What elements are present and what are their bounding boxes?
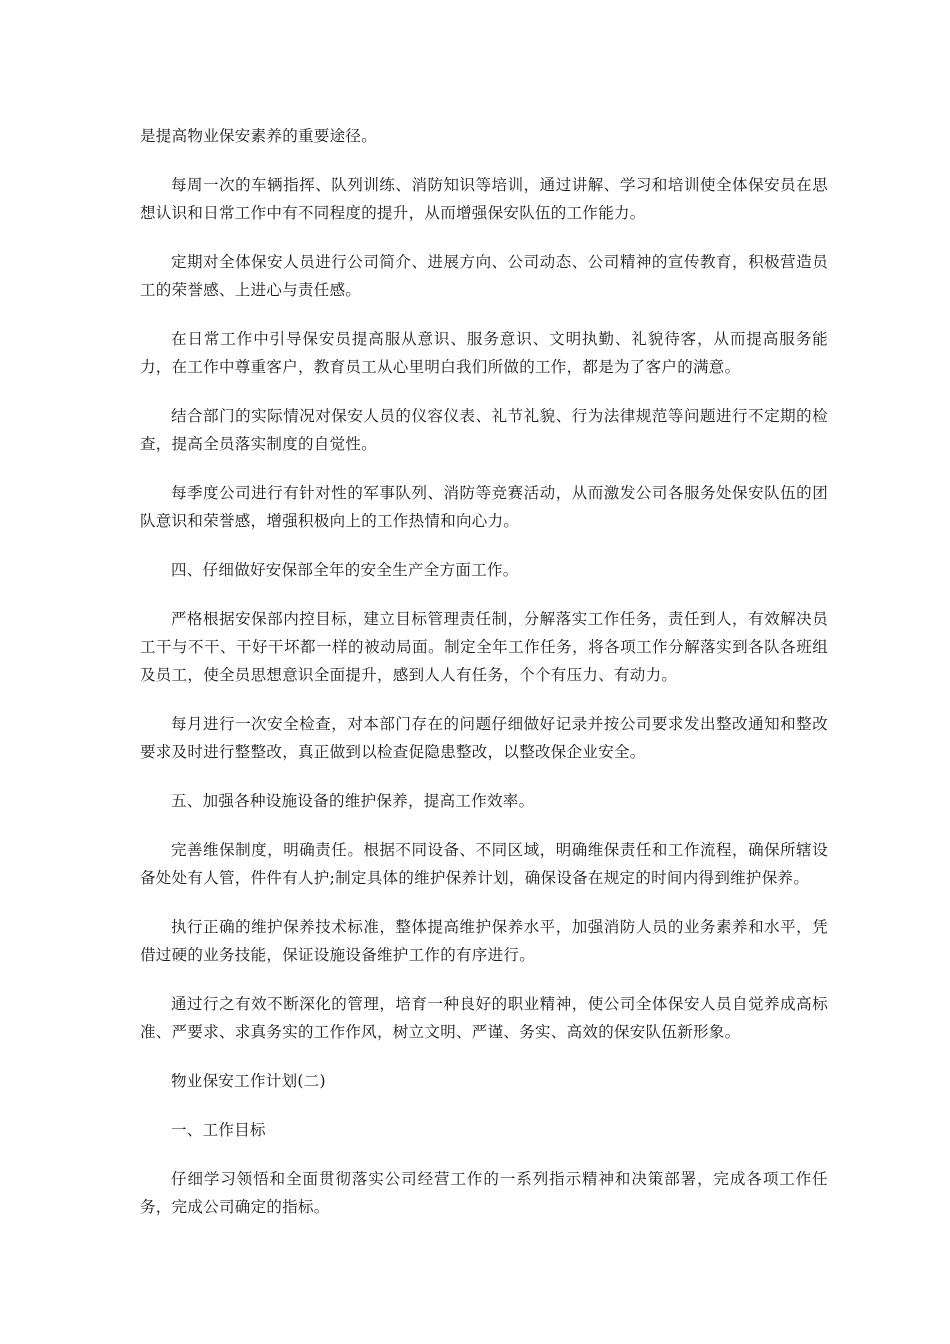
paragraph: 通过行之有效不断深化的管理，培育一种良好的职业精神，使公司全体保安人员自觉养成高标准、严要求、求真务实的工作作风，树立文明、严谨、务实、高效的保安队伍新形象。 [140, 995, 828, 1041]
paragraph: 每月进行一次安全检查，对本部门存在的问题仔细做好记录并按公司要求发出整改通知和整改要求及时进行整整改，真正做到以检查促隐患整改，以整改保企业安全。 [140, 715, 828, 761]
section-heading: 四、仔细做好安保部全年的安全生产全方面工作。 [171, 561, 519, 579]
paragraph-continuation: 是提高物业保安素养的重要途径。 [140, 127, 378, 145]
section-heading: 五、加强各种设施设备的维护保养，提高工作效率。 [171, 792, 535, 810]
document-body [140, 122, 828, 1242]
document-title: 物业保安工作计划(二) [171, 1072, 326, 1090]
section-heading: 一、工作目标 [171, 1121, 266, 1139]
paragraph: 仔细学习领悟和全面贯彻落实公司经营工作的一系列指示精神和决策部署，完成各项工作任务，完成公司确定的指标。 [140, 1170, 828, 1216]
paragraph: 在日常工作中引导保安员提高服从意识、服务意识、文明执勤、礼貌待客，从而提高服务能力，在工作中尊重客户，教育员工从心里明白我们所做的工作，都是为了客户的满意。 [140, 330, 828, 376]
paragraph: 完善维保制度，明确责任。根据不同设备、不同区域，明确维保责任和工作流程，确保所辖设备处处有人管，件件有人护;制定具体的维护保养计划，确保设备在规定的时间内得到维护保养。 [140, 841, 828, 887]
paragraph: 每周一次的车辆指挥、队列训练、消防知识等培训，通过讲解、学习和培训使全体保安员在思想认识和日常工作中有不同程度的提升，从而增强保安队伍的工作能力。 [140, 176, 828, 222]
paragraph: 结合部门的实际情况对保安人员的仪容仪表、礼节礼貌、行为法律规范等问题进行不定期的检查，提高全员落实制度的自觉性。 [140, 407, 828, 453]
paragraph: 定期对全体保安人员进行公司简介、进展方向、公司动态、公司精神的宣传教育，积极营造员工的荣誉感、上进心与责任感。 [140, 253, 828, 299]
paragraph: 每季度公司进行有针对性的军事队列、消防等竞赛活动，从而激发公司各服务处保安队伍的团队意识和荣誉感，增强积极向上的工作热情和向心力。 [140, 484, 828, 530]
paragraph: 执行正确的维护保养技术标准，整体提高维护保养水平，加强消防人员的业务素养和水平，凭借过硬的业务技能，保证设施设备维护工作的有序进行。 [140, 918, 828, 964]
paragraph: 严格根据安保部内控目标，建立目标管理责任制，分解落实工作任务，责任到人，有效解决员工干与不干、干好干坏都一样的被动局面。制定全年工作任务，将各项工作分解落实到各队各班组及员工，使全员思想意识全面提升，感到人人有任务，个个有压力、有动力。 [140, 610, 828, 684]
